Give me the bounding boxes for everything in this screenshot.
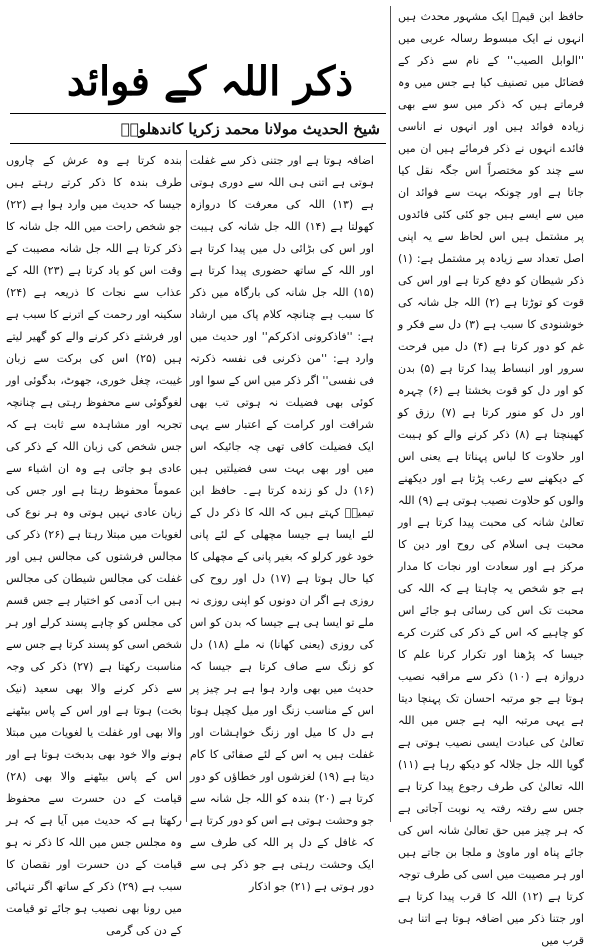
byline-divider xyxy=(10,143,386,144)
text-column-middle xyxy=(189,150,375,893)
column-middle-text: اضافہ ہوتا ہے اور جتنی ذکر سے غفلت ہوتی ہے اتنی ہی اللہ سے دوری ہوتی ہے (۱۳) اللہ کی معرفت کا دروازہ کھولتا ہے (۱۴) اللہ جل شانہ کی ہیبت اور اس کی بڑائی دل میں پیدا کرتا ہے اور اللہ کے ساتھ حضوری پیدا کرتا ہے (۱۵) اللہ جل شانہ کی بارگاہ میں ذکر کا سبب ہے چنانچہ کلام پاک میں ارشاد ہے: ''فاذکرونی اذکرکم'' اور حدیث میں وارد ہے: ''من ذکرنی فی نفسہ ذکرتہ فی نفسی'' اگر ذکر میں اس کے سوا اور کوئی بھی فضیلت نہ ہوتی تب بھی شرافت اور کرامت کے اعتبار سے یہی ایک فضیلت کافی تھی چہ جائیکہ اس میں اور بھی بہت سی فضیلتیں ہیں (۱۶) دل کو زندہ کرتا ہے۔ حافظ ابن تیمیہؒ کہتے ہیں کہ اللہ کا ذکر دل کے لئے ایسا ہے جیسا مچھلی کے لئے پانی خود غور کرلو کہ بغیر پانی کے مچھلی کا کیا حال ہوتا ہے (۱۷) دل اور روح کی روزی ہے اگر ان دونوں کو اپنی روزی نہ ملے تو ایسا ہی ہے جیسا کہ بدن کو اس کی روزی (یعنی کھانا) نہ ملے (۱۸) دل کو زنگ سے صاف کرتا ہے جیسا کہ حدیث میں بھی وارد ہوا ہے ہر چیز پر اس کے مناسب زنگ اور میل کچیل ہوتا ہے دل کا میل اور زنگ خواہشات اور غفلت ہیں یہ اس کے لئے صفائی کا کام دیتا ہے (۱۹) لغزشوں اور خطاؤں کو دور کرتا ہے (۲۰) بندہ کو اللہ جل شانہ سے جو وحشت ہوتی ہے اس کو دور کرتا ہے کہ غافل کے دل پر اللہ کی طرف سے ایک وحشت رہتی ہے جو ذکر ہی سے دور ہوتی ہے (۲۱) جو اذکار xyxy=(189,154,375,893)
author-byline: شیخ الحدیث مولانا محمد زکریا کاندھلویؒ xyxy=(120,120,380,138)
column-left-text: بندہ کرتا ہے وہ عرش کے چاروں طرف بندہ کا ذکر کرتے رہتے ہیں جیسا کہ حدیث میں وارد ہوا ہے (۲۲) جو شخص راحت میں اللہ جل شانہ کا ذکر کرتا ہے اللہ جل شانہ مصیبت کے وقت اس کو یاد کرتا ہے (۲۳) اللہ کے عذاب سے نجات کا ذریعہ ہے (۲۴) سکینہ اور رحمت کے اترنے کا سبب ہے اور فرشتے ذکر کرنے والے کو گھیر لیتے ہیں (۲۵) اس کی برکت سے زبان غیبت، چغل خوری، جھوٹ، بدگوئی اور لغوگوئی سے محفوظ رہتی ہے چنانچہ تجربہ اور مشاہدہ سے ثابت ہے کہ جس شخص کی زبان اللہ کے ذکر کی عادی ہو جاتی ہے وہ ان اشیاء سے عموماً محفوظ رہتا ہے اور جس کی زبان عادی نہیں ہوتی وہ ہر نوع کی لغویات میں مبتلا رہتا ہے (۲۶) ذکر کی مجالس فرشتوں کی مجالس ہیں اور غفلت کی مجالس شیطان کی مجالس ہیں اب آدمی کو اختیار ہے جس قسم کی مجلس کو چاہے پسند کرلے اور ہر شخص اسی کو پسند کرتا ہے جس سے مناسبت رکھتا ہے (۲۷) ذکر کی وجہ سے ذکر کرنے والا بھی سعید (نیک بخت) ہوتا ہے اور اس کے پاس بیٹھنے والا بھی اور غفلت یا لغویات میں مبتلا ہونے والا خود بھی بدبخت ہوتا ہے اور اس کے پاس بیٹھنے والا بھی (۲۸) قیامت کے دن حسرت سے محفوظ رکھتا ہے کہ حدیث میں آیا ہے کہ ہر وہ مجلس جس میں اللہ کا ذکر نہ ہو قیامت کے دن حسرت اور نقصان کا سبب ہے (۲۹) ذکر کے ساتھ اگر تنہائی میں رونا بھی نصیب ہو جائے تو قیامت کے دن کی گرمی xyxy=(6,154,183,937)
title-divider xyxy=(10,113,386,114)
column-divider-right xyxy=(390,6,391,822)
column-right-text: حافظ ابن قیمؒ ایک مشہور محدث ہیں انہوں نے ایک مبسوط رسالہ عربی میں ''الوابل الصیب'' کے نام سے ذکر کے فضائل میں تصنیف کیا ہے جس میں وہ فرماتے ہیں کہ ذکر میں سو سے بھی زیادہ فوائد ہیں اور انہوں نے اناسی فائدے انہوں نے ذکر فرمائے ہیں ان میں سے چند کو مختصراً اس جگہ نقل کیا جاتا ہے اور چونکہ بہت سے فوائد ان میں سے ایسے ہیں جو کئی کئی فائدوں پر مشتمل ہیں اس لحاظ سے یہ اپنی اصل تعداد سے زیادہ پر مشتمل ہے: (۱) ذکر شیطان کو دفع کرتا ہے اور اس کی قوت کو توڑتا ہے (۲) اللہ جل شانہ کی خوشنودی کا سبب ہے (۳) دل سے فکر و غم کو دور کرتا ہے (۴) دل میں فرحت سرور اور انبساط پیدا کرتا ہے (۵) بدن کو اور دل کو قوت بخشتا ہے (۶) چہرہ اور دل کو منور کرتا ہے (۷) رزق کو کھینچتا ہے (۸) ذکر کرنے والے کو ہیبت اور حلاوت کا لباس پہناتا ہے یعنی اس کے دیکھنے سے رعب پڑتا ہے اور دیکھنے والوں کو حلاوت نصیب ہوتی ہے (۹) اللہ تعالیٰ شانہ کی محبت پیدا کرتا ہے اور محبت ہی اسلام کی روح اور دین کا مرکز ہے اور سعادت اور نجات کا مدار ہے جو شخص یہ چاہتا ہے کہ اللہ کی محبت تک اس کی رسائی ہو جائے اس کو چاہیے کہ اس کے ذکر کی کثرت کرے جیسا کہ پڑھنا اور تکرار کرنا علم کا دروازہ ہے (۱۰) ذکر سے مراقبہ نصیب ہوتا ہے جو مرتبہ احسان تک پہنچا دیتا ہے یہی مرتبہ الیہ ہے جس میں اللہ تعالیٰ کی عبادت ایسی نصیب ہوتی ہے گویا اللہ جل جلالہ کو دیکھ رہا ہے (۱۱) اللہ تعالیٰ کی طرف رجوع پیدا کرتا ہے جس سے رفتہ رفتہ یہ نوبت آجاتی ہے کہ ہر چیز میں حق تعالیٰ شانہ اس کی جائے پناہ اور ماویٰ و ملجا بن جاتے ہیں اور ہر مصیبت میں اسی کی طرف توجہ کرتا ہے (۱۲) اللہ کا قرب پیدا کرتا ہے اور جتنا ذکر میں اضافہ ہوتا ہے اتنا ہی قرب میں xyxy=(398,10,585,947)
column-divider-left xyxy=(186,150,187,822)
text-column-left xyxy=(6,150,183,937)
text-column-right xyxy=(398,6,585,947)
article-title: ذکر اللہ کے فوائد xyxy=(66,58,354,105)
